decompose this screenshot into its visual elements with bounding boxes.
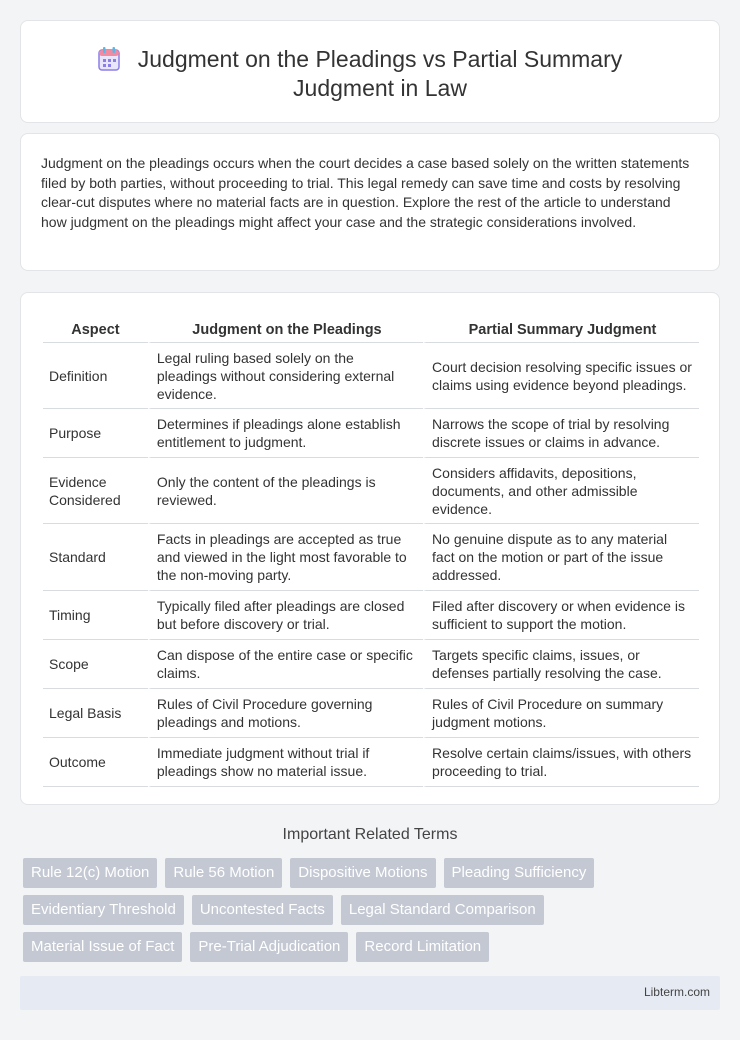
table-row bbox=[43, 591, 699, 640]
row-pleadings: Typically filed after pleadings are closed but before discovery or trial. bbox=[148, 591, 423, 640]
row-pleadings: Determines if pleadings alone establish entitlement to judgment. bbox=[148, 409, 423, 458]
row-partial-summary: Considers affidavits, depositions, documents, and other admissible evidence. bbox=[423, 458, 699, 524]
row-aspect: Outcome bbox=[43, 738, 148, 787]
table-row bbox=[43, 689, 699, 738]
related-terms-row bbox=[23, 858, 723, 888]
row-pleadings: Legal ruling based solely on the pleadings without considering external evidence. bbox=[148, 343, 423, 409]
related-term-tag[interactable]: Material Issue of Fact bbox=[23, 932, 182, 962]
page-title: Judgment on the Pleadings vs Partial Summary Judgment in Law bbox=[137, 46, 623, 101]
table-row bbox=[43, 640, 699, 689]
related-terms bbox=[23, 858, 723, 969]
footer-site-link[interactable]: Libterm.com bbox=[643, 985, 710, 999]
related-terms-heading: Important Related Terms bbox=[282, 826, 458, 843]
row-partial-summary: No genuine dispute as to any material fact on the motion or part of the issue addressed. bbox=[423, 524, 699, 591]
row-pleadings: Only the content of the pleadings is reviewed. bbox=[148, 458, 423, 524]
row-partial-summary: Targets specific claims, issues, or defenses partially resolving the case. bbox=[423, 640, 699, 689]
table-row bbox=[43, 458, 699, 524]
related-term-tag[interactable]: Uncontested Facts bbox=[192, 895, 333, 925]
related-term-tag[interactable]: Dispositive Motions bbox=[290, 858, 435, 888]
related-term-tag[interactable]: Evidentiary Threshold bbox=[23, 895, 184, 925]
row-partial-summary: Resolve certain claims/issues, with others proceeding to trial. bbox=[423, 738, 699, 787]
row-pleadings: Facts in pleadings are accepted as true and viewed in the light most favorable to the non-moving party. bbox=[148, 524, 423, 591]
comparison-card bbox=[20, 292, 720, 805]
table-row bbox=[43, 409, 699, 458]
row-partial-summary: Rules of Civil Procedure on summary judgment motions. bbox=[423, 689, 699, 738]
row-pleadings: Immediate judgment without trial if pleadings show no material issue. bbox=[148, 738, 423, 787]
row-aspect: Scope bbox=[43, 640, 148, 689]
related-terms-row bbox=[23, 932, 723, 962]
table-row bbox=[43, 343, 699, 409]
header-aspect: Aspect bbox=[43, 315, 148, 343]
related-term-tag[interactable]: Rule 12(c) Motion bbox=[23, 858, 157, 888]
row-aspect: Definition bbox=[43, 343, 148, 409]
header-partial-summary: Partial Summary Judgment bbox=[423, 315, 699, 343]
header-pleadings: Judgment on the Pleadings bbox=[148, 315, 423, 343]
row-partial-summary: Filed after discovery or when evidence is sufficient to support the motion. bbox=[423, 591, 699, 640]
row-aspect: Standard bbox=[43, 524, 148, 591]
intro-card bbox=[20, 133, 720, 271]
footer bbox=[20, 976, 720, 1010]
table-row bbox=[43, 524, 699, 591]
row-pleadings: Rules of Civil Procedure governing pleadings and motions. bbox=[148, 689, 423, 738]
related-term-tag[interactable]: Legal Standard Comparison bbox=[341, 895, 544, 925]
row-partial-summary: Narrows the scope of trial by resolving discrete issues or claims in advance. bbox=[423, 409, 699, 458]
row-aspect: Legal Basis bbox=[43, 689, 148, 738]
title-card bbox=[20, 20, 720, 123]
table-header-row bbox=[43, 315, 699, 343]
related-terms-row bbox=[23, 895, 723, 925]
row-aspect: Timing bbox=[43, 591, 148, 640]
related-term-tag[interactable]: Pleading Sufficiency bbox=[444, 858, 595, 888]
related-term-tag[interactable]: Rule 56 Motion bbox=[165, 858, 282, 888]
related-term-tag[interactable]: Record Limitation bbox=[356, 932, 489, 962]
related-term-tag[interactable]: Pre-Trial Adjudication bbox=[190, 932, 348, 962]
row-aspect: Evidence Considered bbox=[43, 458, 148, 524]
comparison-table bbox=[43, 315, 699, 787]
row-partial-summary: Court decision resolving specific issues or claims using evidence beyond pleadings. bbox=[423, 343, 699, 409]
table-row bbox=[43, 738, 699, 787]
row-aspect: Purpose bbox=[43, 409, 148, 458]
row-pleadings: Can dispose of the entire case or specific claims. bbox=[148, 640, 423, 689]
intro-paragraph: Judgment on the pleadings occurs when the court decides a case based solely on the written statements filed by both parties, without proceeding to trial. This legal remedy can save time and costs by resolving clear-cut disputes where no material facts are in question. Explore the rest of the article to understand how judgment on the pleadings might affect your case and the strategic considerations involved. bbox=[41, 155, 690, 230]
